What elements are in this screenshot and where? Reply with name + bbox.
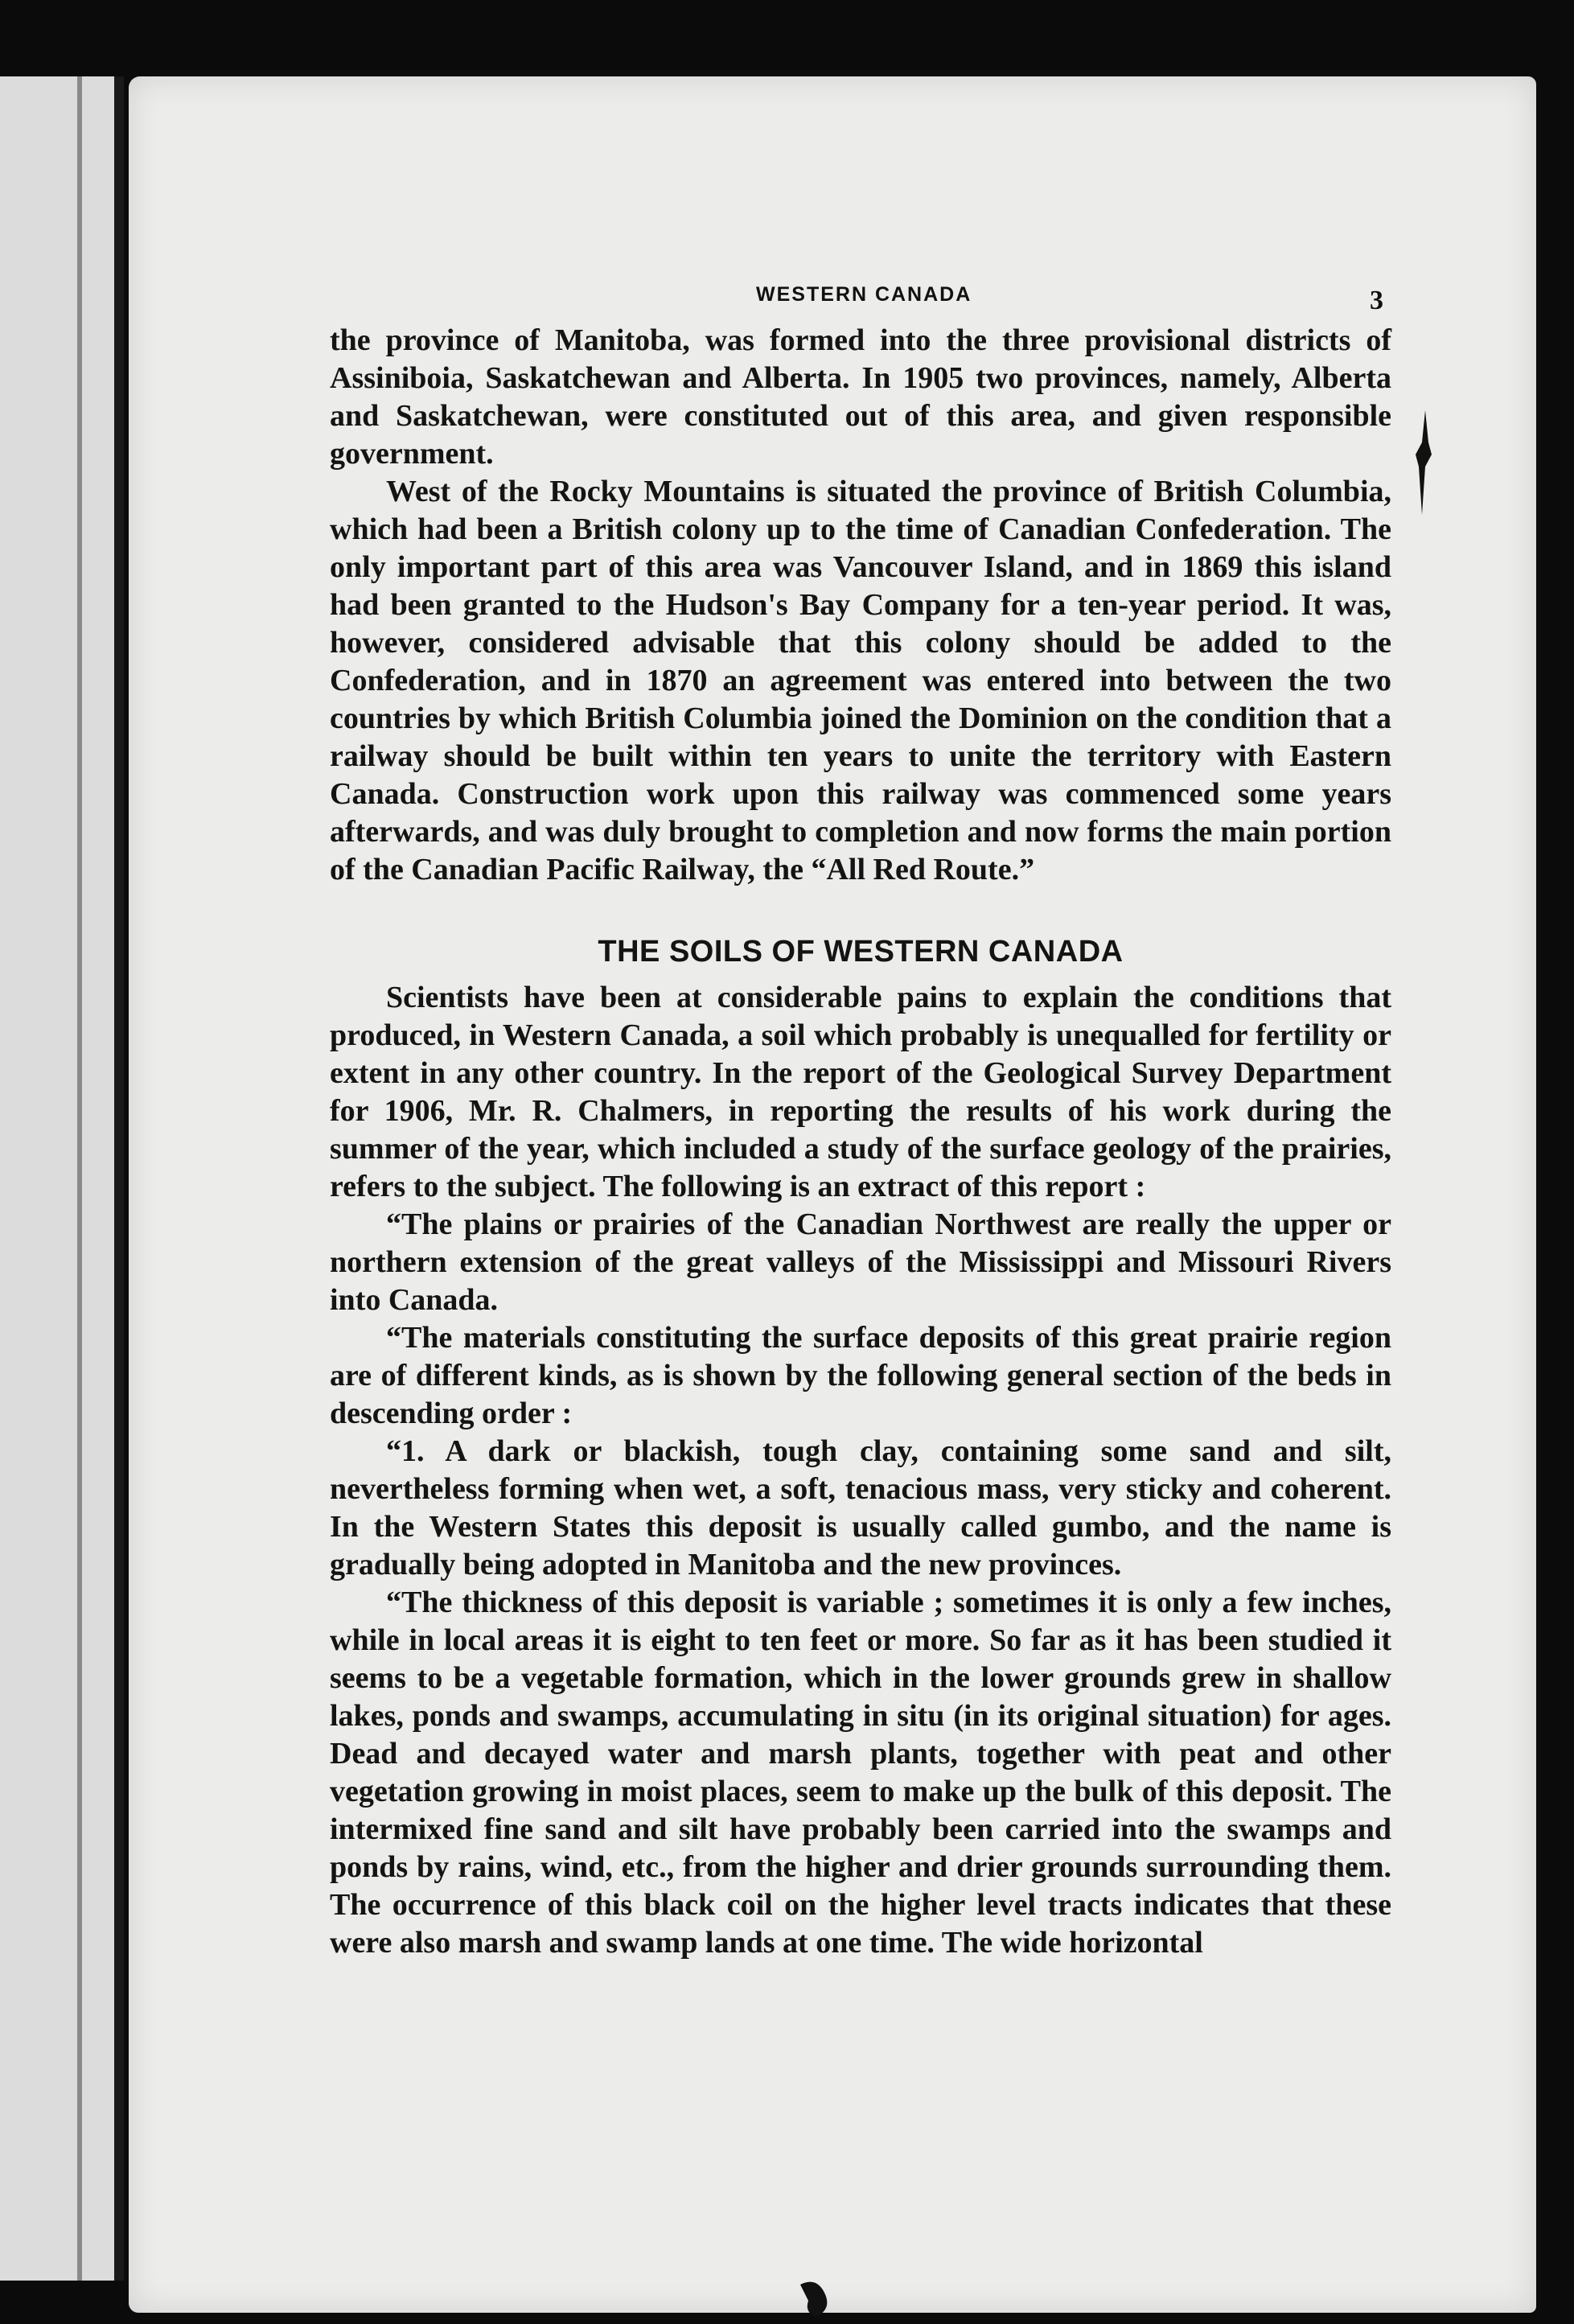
paragraph-quote-plains: “The plains or prairies of the Canadian Northwest are really the upper or northern extension of the great valleys of the Mississippi and Missouri Rivers into Canada.	[330, 1207, 1391, 1317]
paragraph-quote-dark-clay: “1. A dark or blackish, tough clay, containing some sand and silt, nevertheless forming when wet, a soft, tenacious mass, very sticky and coherent. In the Western States this deposit is usually called gumbo, and the name is gradually being adopted in Manitoba and the new provinces.	[330, 1434, 1391, 1582]
paragraph-quote-thickness: “The thickness of this deposit is variable ; sometimes it is only a few inches, while in local areas it is eight to ten feet or more. So far as it has been studied it seems to be a vegetable formation, which in the lower grounds grew in shallow lakes, ponds and swamps, accumulating in situ (in its original situation) for ages. Dead and decayed water and marsh plants, together with peat and other vegetation growing in moist places, seem to make up the bulk of this deposit. The intermixed fine sand and silt have probably been carried into the swamps and ponds by rains, wind, etc., from the higher and drier grounds surrounding them. The occurrence of this black coil on the higher level tracts indicates that these were also marsh and swamp lands at one time. The wide horizontal	[330, 1586, 1391, 1960]
page-gutter-line	[77, 76, 82, 2281]
paragraph-quote-materials: “The materials constituting the surface deposits of this great prairie region are of different kinds, as is shown by the following general section of the beds in descending order :	[330, 1321, 1391, 1430]
margin-ink-mark	[1416, 410, 1433, 515]
section-heading: THE SOILS OF WESTERN CANADA	[598, 935, 1124, 969]
paragraph-scientists: Scientists have been at considerable pains to explain the conditions that produced, in Western Canada, a soil which probably is unequalled for fertility or extent in any other country. In the report of the Geological Survey Department for 1906, Mr. R. Chalmers, in reporting the results of his work during the summer of the year, which included a study of the surface geology of the prairies, refers to the subject. The following is an extract of this report :	[330, 981, 1391, 1203]
paragraph-british-columbia: West of the Rocky Mountains is situated the province of British Columbia, which had been a British colony up to the time of Canadian Confederation. The only important part of this area was Vancouver Island, and in 1869 this island had been granted to the Hudson's Bay Company for a ten-year period. It was, however, considered advisable that this colony should be added to the Confederation, and in 1870 an agreement was entered into between the two countries by which British Columbia joined the Dominion on the condition that a railway should be built within ten years to unite the territory with Eastern Canada. Construction work upon this railway was commenced some years afterwards, and was duly brought to completion and now forms the main portion of the Canadian Pacific Railway, the “All Red Route.”	[330, 475, 1391, 886]
scan-artifact-mark	[792, 2277, 840, 2321]
page-number: 3	[1370, 286, 1383, 315]
body-text	[330, 322, 1391, 1962]
facing-page-edge	[0, 76, 124, 2281]
paragraph-continuation: the province of Manitoba, was formed into the three provisional districts of Assiniboia, Saskatchewan and Alberta. In 1905 two provinces, namely, Alberta and Saskatchewan, were constituted out of this area, and given responsible government.	[330, 323, 1391, 471]
running-head: WESTERN CANADA	[756, 283, 972, 306]
